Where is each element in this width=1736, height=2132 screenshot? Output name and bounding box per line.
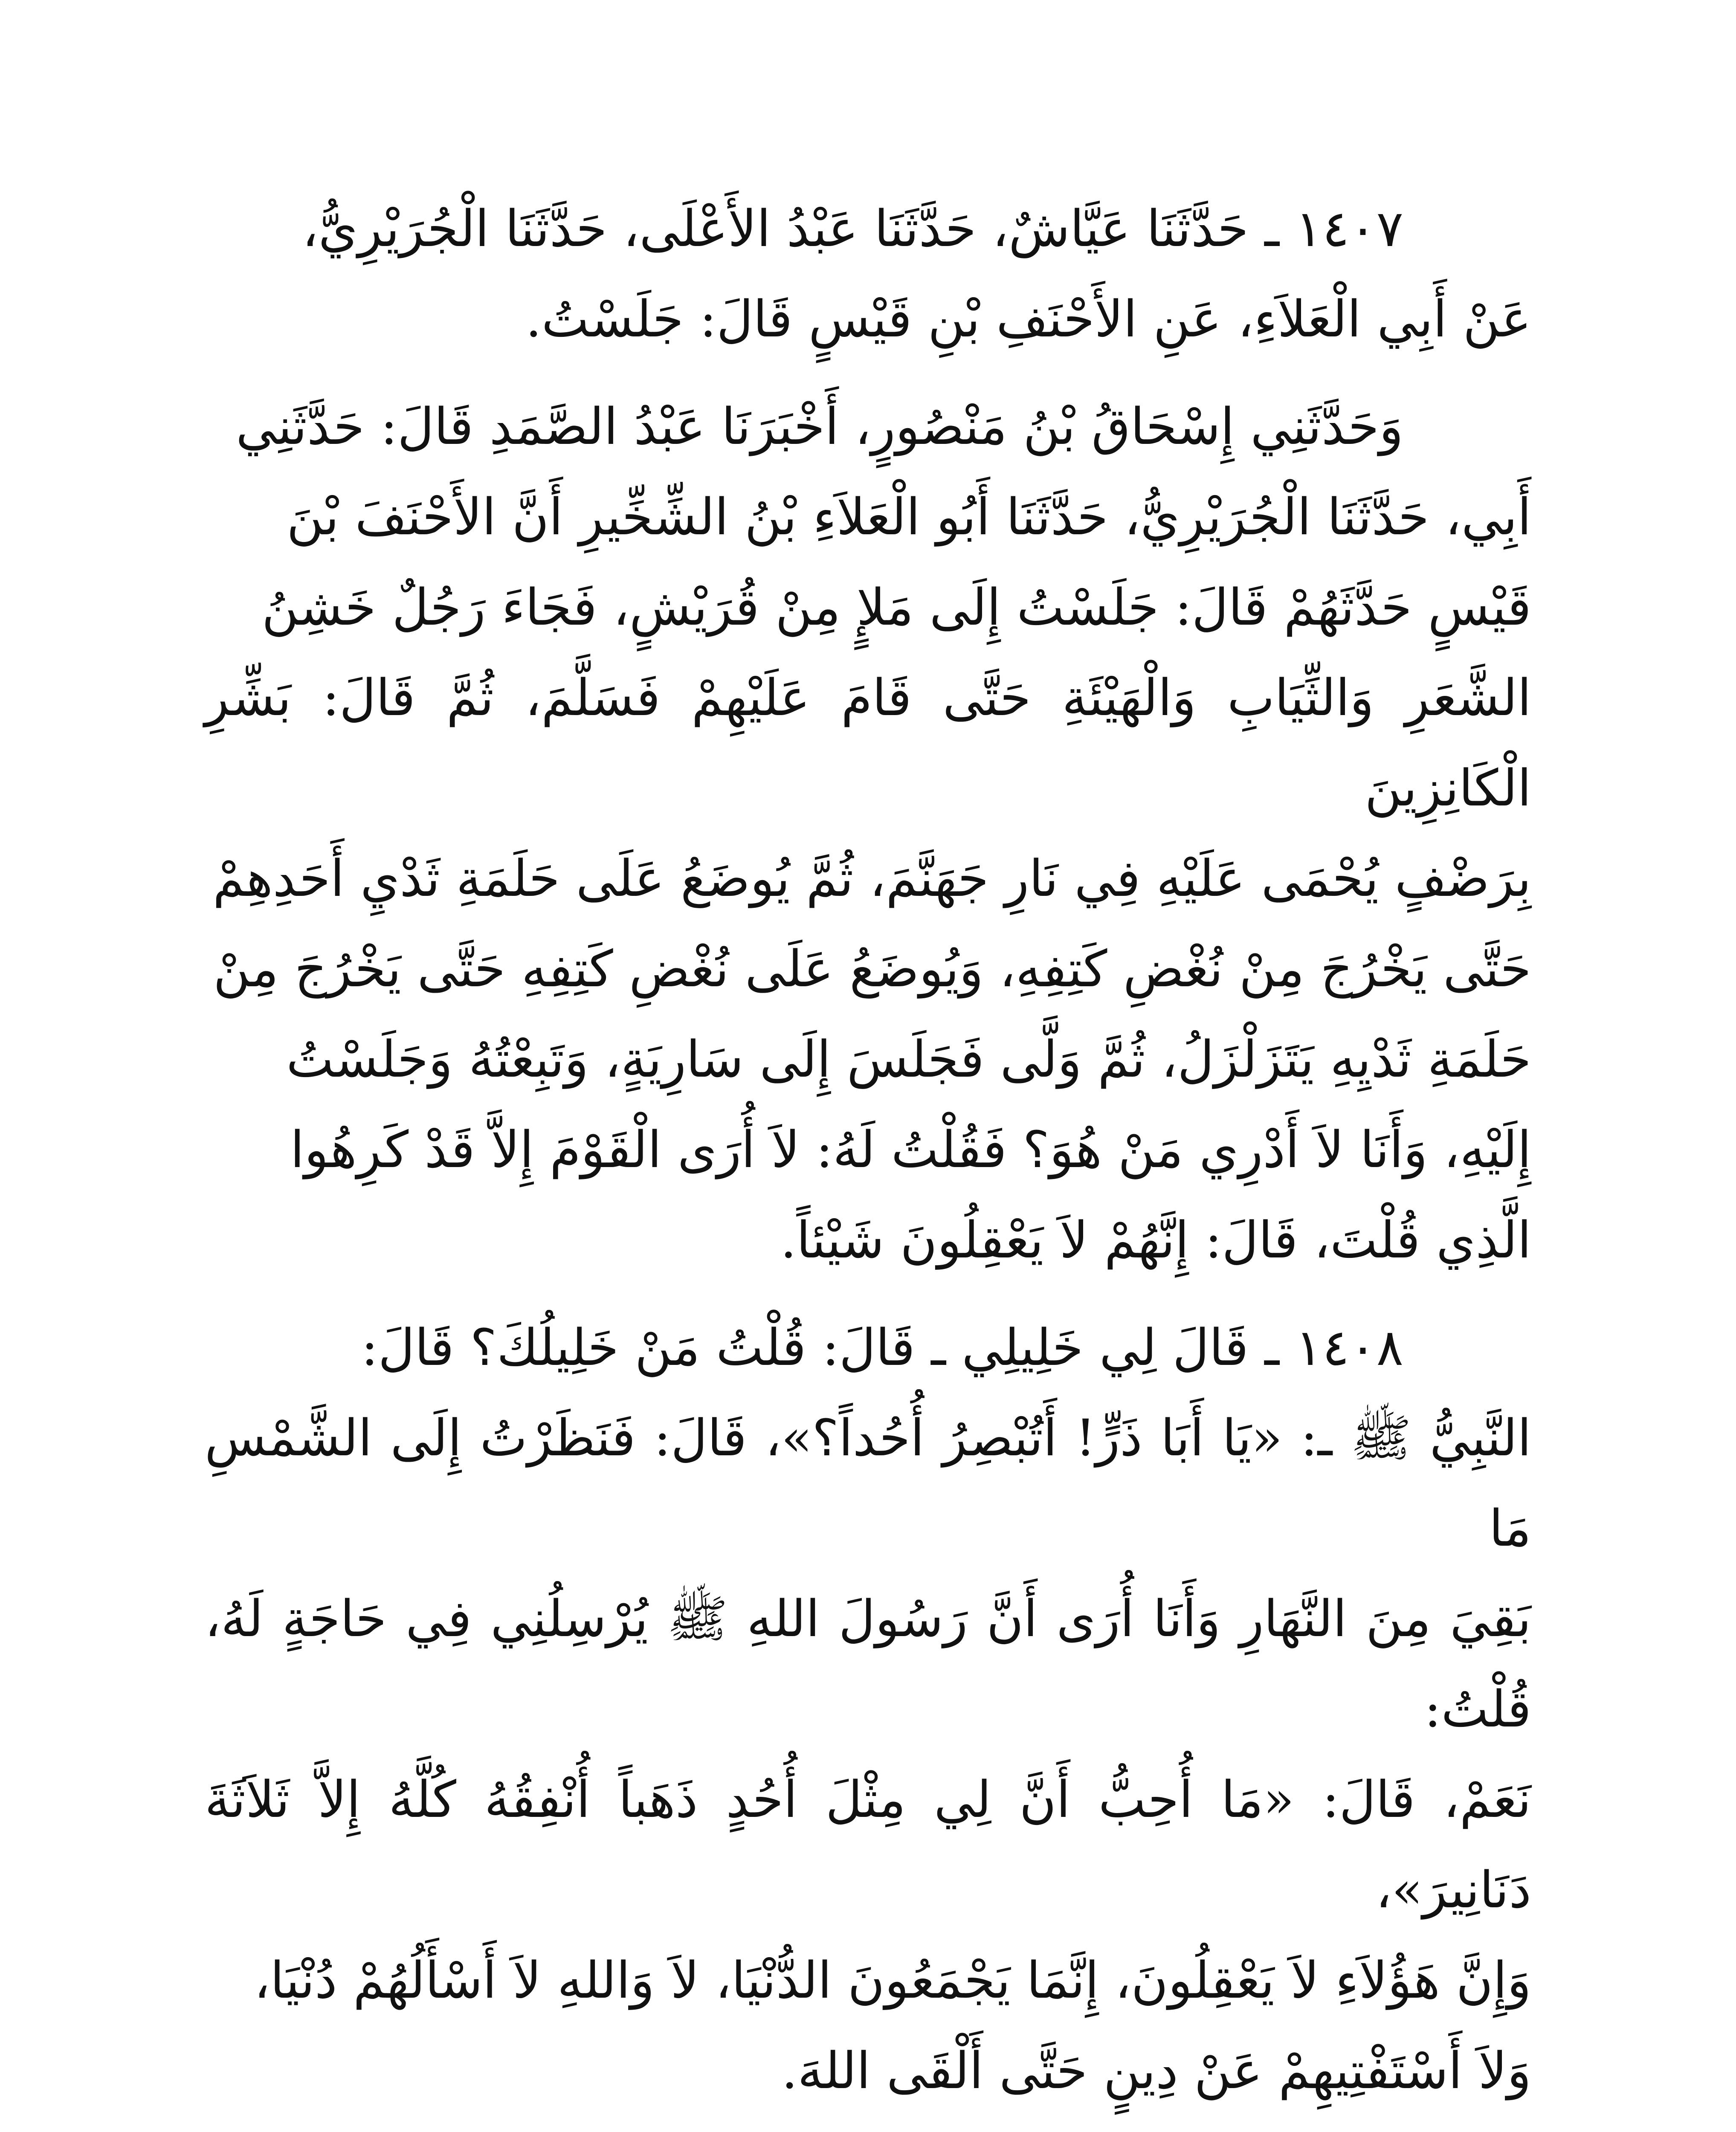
text-line: وَإِنَّ هَؤُلاَءِ لاَ يَعْقِلُونَ، إِنَّمَا يَجْمَعُونَ الدُّنْيَا، لاَ وَاللهِ لاَ أَسْأَلُهُمْ دُنْيَا، xyxy=(254,1951,1531,2010)
paragraph-gap xyxy=(205,1285,1531,1302)
paragraph-gap xyxy=(205,364,1531,381)
page-body xyxy=(205,183,1531,2132)
text-line: عَنْ أَبِي الْعَلاَءِ، عَنِ الأَحْنَفِ بْنِ قَيْسٍ قَالَ: جَلَسْتُ. xyxy=(525,290,1531,348)
text-line: ١٤٠٨ ـ قَالَ لِي خَلِيلِي ـ قَالَ: قُلْتُ مَنْ خَلِيلُكَ؟ قَالَ: xyxy=(361,1318,1403,1377)
paragraph-gap xyxy=(205,2116,1531,2132)
text-line: قَيْسٍ حَدَّثَهُمْ قَالَ: جَلَسْتُ إِلَى مَلإٍ مِنْ قُرَيْشٍ، فَجَاءَ رَجُلٌ خَشِنُ xyxy=(261,578,1531,637)
text-line: ١٤٠٧ ـ حَدَّثَنَا عَيَّاشٌ، حَدَّثَنَا عَبْدُ الأَعْلَى، حَدَّثَنَا الْجُرَيْرِيُّ، xyxy=(302,199,1403,258)
text-line: النَّبِيُّ ﷺ ـ: «يَا أَبَا ذَرٍّ! أَتُبْصِرُ أُحُداً؟»، قَالَ: فَنَظَرْتُ إِلَى الشَّمْسِ مَا xyxy=(205,1408,1531,1558)
text-line: بِرَضْفٍ يُحْمَى عَلَيْهِ فِي نَارِ جَهَنَّمَ، ثُمَّ يُوضَعُ عَلَى حَلَمَةِ ثَدْيِ أَحَدِهِمْ xyxy=(213,849,1531,908)
hadith-1407-paragraph xyxy=(205,183,1531,364)
text-line: وَحَدَّثَنِي إِسْحَاقُ بْنُ مَنْصُورٍ، أَخْبَرَنَا عَبْدُ الصَّمَدِ قَالَ: حَدَّثَنِي xyxy=(236,397,1403,456)
text-line: إِلَيْهِ، وَأَنَا لاَ أَدْرِي مَنْ هُوَ؟ فَقُلْتُ لَهُ: لاَ أُرَى الْقَوْمَ إِلاَّ قَدْ كَرِهُوا xyxy=(290,1120,1531,1179)
text-line: نَعَمْ، قَالَ: «مَا أُحِبُّ أَنَّ لِي مِثْلَ أُحُدٍ ذَهَباً أُنْفِقُهُ كُلَّهُ إِلاَّ ثَلاَثَةَ دَنَانِيرَ»، xyxy=(205,1770,1531,1919)
text-line: وَلاَ أَسْتَفْتِيهِمْ عَنْ دِينٍ حَتَّى أَلْقَى اللهَ. xyxy=(781,2041,1531,2100)
text-line: حَلَمَةِ ثَدْيِهِ يَتَزَلْزَلُ، ثُمَّ وَلَّى فَجَلَسَ إِلَى سَارِيَةٍ، وَتَبِعْتُهُ وَجَلَسْتُ xyxy=(286,1030,1531,1089)
text-line: حَتَّى يَخْرُجَ مِنْ نُغْضِ كَتِفِهِ، وَيُوضَعُ عَلَى نُغْضِ كَتِفِهِ حَتَّى يَخْرُجَ مِنْ xyxy=(213,939,1531,998)
text-line: أَبِي، حَدَّثَنَا الْجُرَيْرِيُّ، حَدَّثَنَا أَبُو الْعَلاَءِ بْنُ الشِّخِّيرِ أَنَّ الأَحْنَفَ بْنَ xyxy=(287,487,1531,546)
hadith-1408-paragraph xyxy=(205,1302,1531,2116)
text-line: بَقِيَ مِنَ النَّهَارِ وَأَنَا أُرَى أَنَّ رَسُولَ اللهِ ﷺ يُرْسِلُنِي فِي حَاجَةٍ لَهُ، قُلْتُ: xyxy=(205,1589,1531,1738)
hadith-1407-chain-paragraph xyxy=(205,381,1531,1285)
text-line: الشَّعَرِ وَالثِّيَابِ وَالْهَيْئَةِ حَتَّى قَامَ عَلَيْهِمْ فَسَلَّمَ، ثُمَّ قَالَ: بَشِّرِ الْكَانِزِينَ xyxy=(205,668,1531,817)
text-line: الَّذِي قُلْتَ، قَالَ: إِنَّهُمْ لاَ يَعْقِلُونَ شَيْئاً. xyxy=(780,1211,1531,1269)
